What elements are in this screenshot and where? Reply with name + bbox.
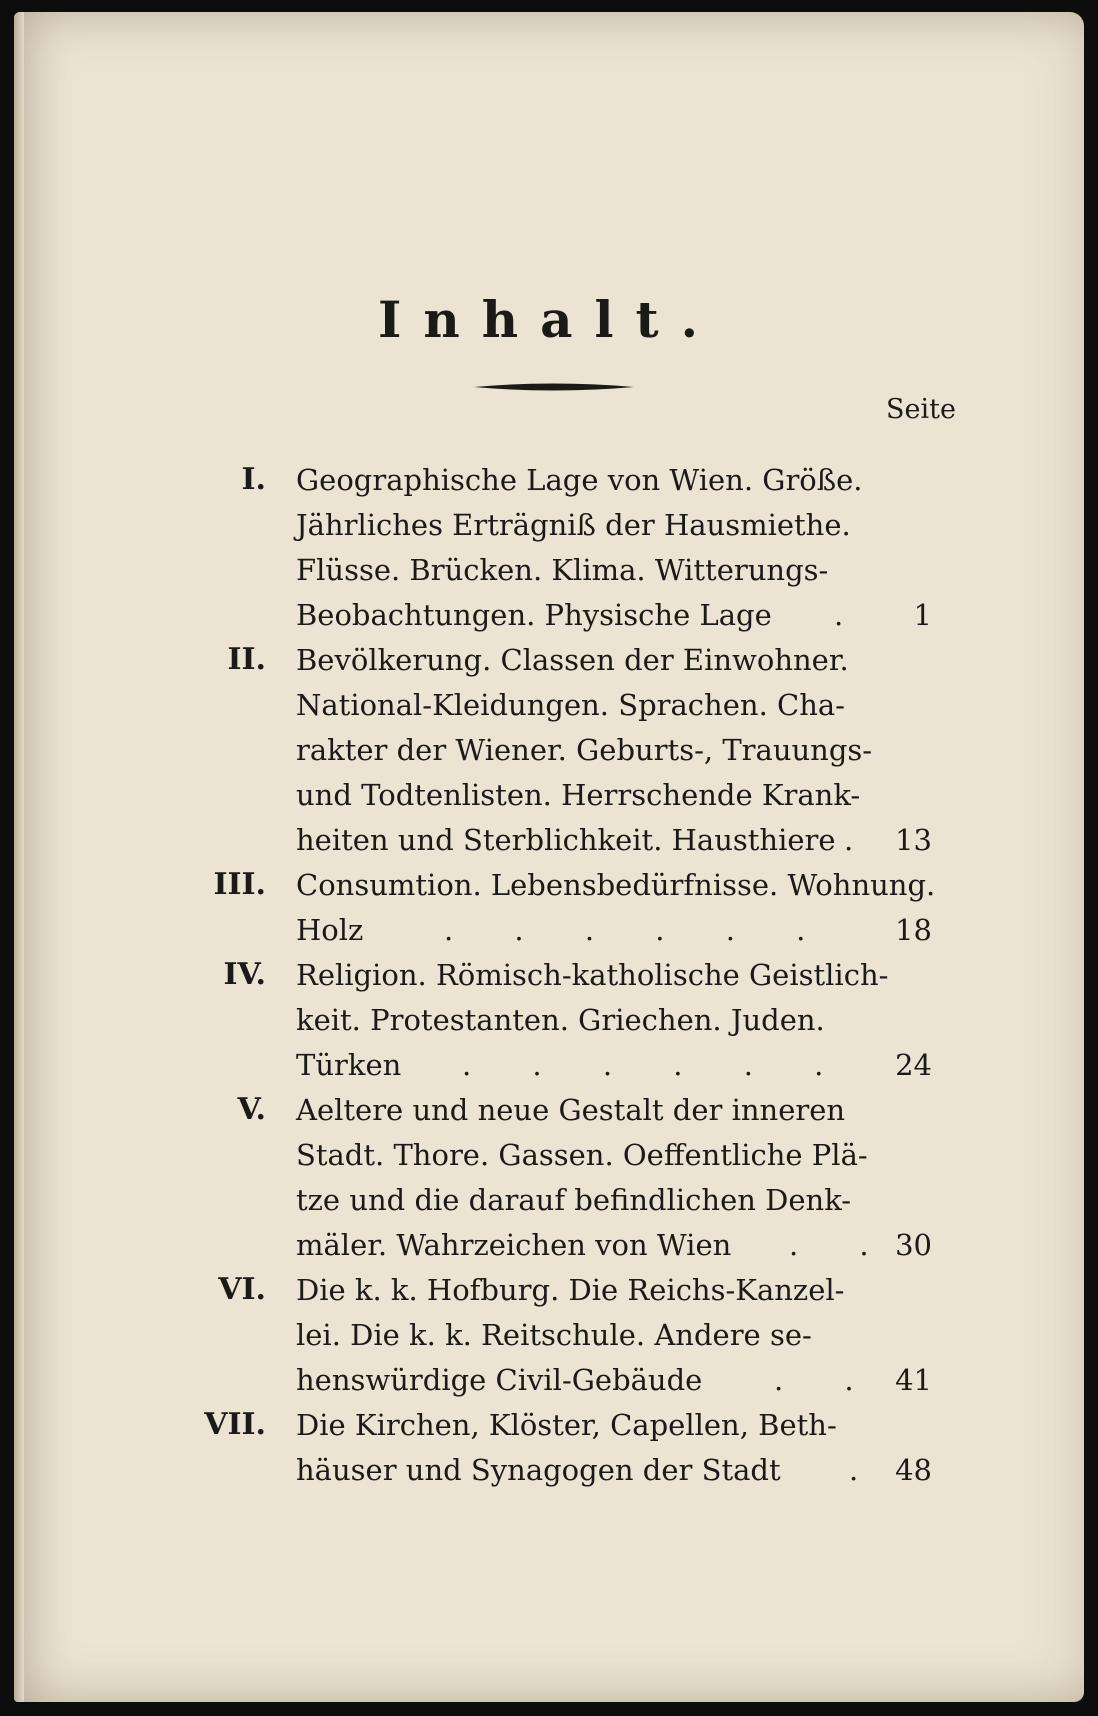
toc-line: National-Kleidungen. Sprachen. Cha- [296, 688, 845, 722]
toc-line: Türken [296, 1048, 402, 1082]
leader-dots: . . [774, 1363, 880, 1397]
toc-line: Consumtion. Lebensbedürfnisse. Wohnung. [296, 868, 936, 902]
toc-numeral: II. [227, 642, 266, 677]
toc-numeral: VII. [204, 1407, 266, 1442]
toc-line: rakter der Wiener. Geburts-, Trauungs- [296, 733, 873, 767]
toc-line: heiten und Sterblichkeit. Hausthiere [296, 823, 836, 857]
page-title: Inhalt. [378, 290, 720, 349]
toc-line: Aeltere und neue Gestalt der inneren [296, 1093, 846, 1127]
toc-numeral: V. [237, 1092, 266, 1127]
toc-page-number: 48 [895, 1453, 932, 1487]
toc-page-number: 1 [913, 598, 932, 632]
toc-line: häuser und Synagogen der Stadt [296, 1453, 781, 1487]
toc-line: Flüsse. Brücken. Klima. Witterungs- [296, 553, 829, 587]
toc-numeral: I. [241, 462, 266, 497]
toc-line: Stadt. Thore. Gassen. Oeffentliche Plä- [296, 1138, 868, 1172]
toc-line: tze und die darauf befindlichen Denk- [296, 1183, 852, 1217]
leader-dots: . . . . . . [462, 1048, 850, 1082]
leader-dots: . . [789, 1228, 895, 1262]
toc-numeral: IV. [223, 957, 266, 992]
toc-numeral: III. [213, 867, 266, 902]
toc-line: Jährliches Erträgniß der Hausmiethe. [296, 508, 851, 542]
toc-line: Bevölkerung. Classen der Einwohner. [296, 643, 849, 677]
toc-page-number: 41 [895, 1363, 932, 1397]
toc-line: Holz [296, 913, 364, 947]
toc-numeral: VI. [218, 1272, 266, 1307]
toc-page-number: 13 [895, 823, 932, 857]
title-ornament-rule [472, 380, 636, 394]
leader-dots: . . . . . . [444, 913, 832, 947]
toc-page-number: 24 [895, 1048, 932, 1082]
toc-line: Beobachtungen. Physische Lage [296, 598, 772, 632]
page-spine-shadow [14, 12, 24, 1702]
page-column-header: Seite [886, 394, 956, 425]
toc-line: keit. Protestanten. Griechen. Juden. [296, 1003, 825, 1037]
toc-line: Die k. k. Hofburg. Die Reichs-Kanzel- [296, 1273, 845, 1307]
leader-dots: . [849, 1453, 885, 1487]
toc-line: mäler. Wahrzeichen von Wien [296, 1228, 732, 1262]
toc-line: Geographische Lage von Wien. Größe. [296, 463, 863, 497]
toc-line: lei. Die k. k. Reitschule. Andere se- [296, 1318, 812, 1352]
leader-dots: . [844, 823, 880, 857]
toc-page-number: 30 [895, 1228, 932, 1262]
toc-line: Religion. Römisch-katholische Geistlich- [296, 958, 889, 992]
leader-dots: . [834, 598, 870, 632]
book-page [14, 12, 1084, 1702]
toc-line: und Todtenlisten. Herrschende Krank- [296, 778, 861, 812]
toc-page-number: 18 [895, 913, 932, 947]
toc-line: Die Kirchen, Klöster, Capellen, Beth- [296, 1408, 837, 1442]
toc-line: henswürdige Civil-Gebäude [296, 1363, 703, 1397]
